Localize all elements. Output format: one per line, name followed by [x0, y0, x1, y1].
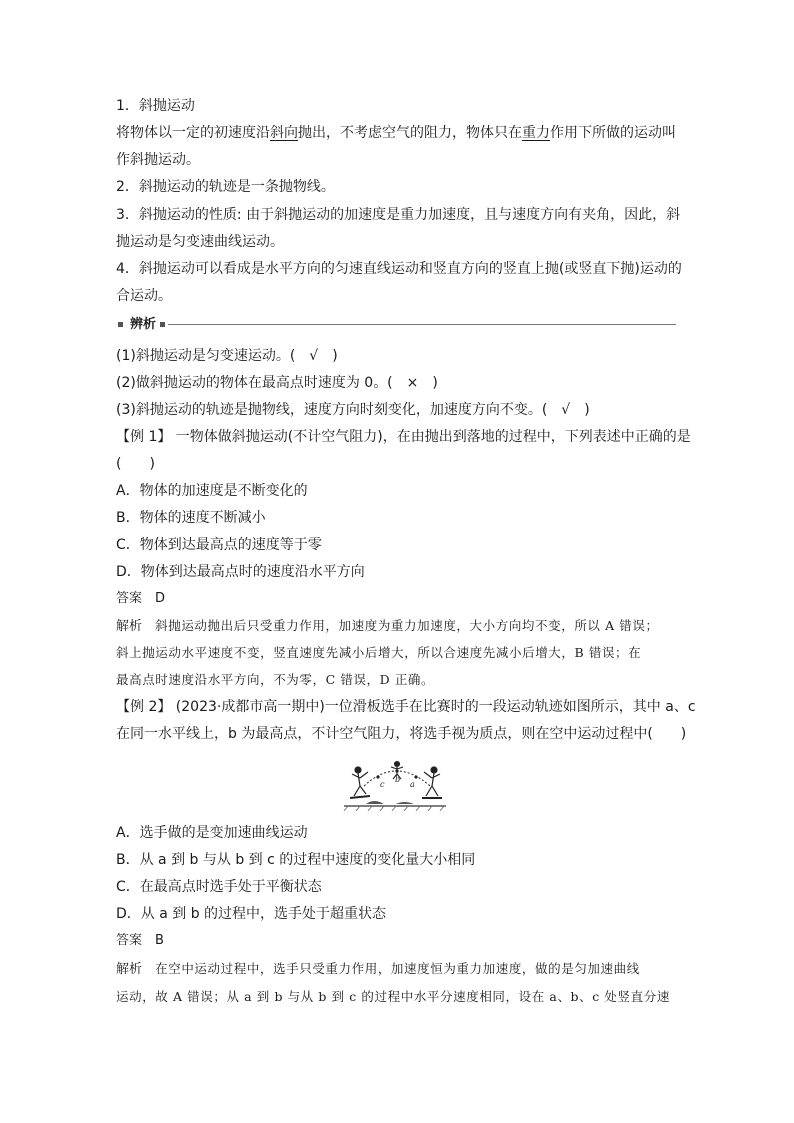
example-1-analysis-line-3: 最高点时速度沿水平方向，不为零，C 错误，D 正确。: [116, 672, 435, 687]
example-2-option-d: D．从 a 到 b 的过程中，选手处于超重状态: [116, 906, 387, 922]
concept-4-line-2: 合运动。: [116, 288, 172, 304]
bianxi-section-header: [116, 316, 676, 334]
bianxi-label: 辨析: [130, 317, 157, 332]
example-1-stem-line-2: ( ): [116, 456, 155, 472]
example-2-stem-line-1: 【例 2】 (2023·成都市高一期中)一位滑板选手在比赛时的一段运动轨迹如图所示，其中 a、c: [116, 699, 696, 715]
answer-value: D: [155, 591, 166, 606]
text-segment: 抛出，不考虑空气的阻力，物体只在: [298, 125, 522, 141]
example-1-option-b: B．物体的速度不断减小: [116, 510, 266, 526]
bianxi-statement-1: (1)斜抛运动是匀变速运动。( √ ): [116, 348, 338, 364]
concept-1-body-line-1: [116, 123, 676, 143]
example-1-stem-line-1: 【例 1】 一物体做斜抛运动(不计空气阻力)，在由抛出到落地的过程中，下列表述中正确的是: [116, 429, 691, 445]
example-2-option-c: C．在最高点时选手处于平衡状态: [116, 879, 322, 895]
label-c: c: [380, 780, 385, 789]
concept-1-body-line-2: 作斜抛运动。: [116, 152, 200, 168]
underlined-term-oblique: 斜向: [270, 125, 298, 141]
example-1-option-d: D．物体到达最高点时的速度沿水平方向: [116, 564, 365, 580]
skateboard-trajectory-figure: [340, 760, 450, 812]
example-2-analysis-line-1: [116, 959, 640, 980]
analysis-text: 在空中运动过程中，选手只受重力作用，加速度恒为重力加速度，做的是匀加速曲线: [155, 961, 640, 976]
concept-2: 2．斜抛运动的轨迹是一条抛物线。: [116, 179, 335, 195]
label-b: b: [395, 775, 401, 784]
square-bullet-icon: [160, 322, 165, 327]
example-1-option-c: C．物体到达最高点的速度等于零: [116, 537, 322, 553]
example-2-answer: [116, 931, 164, 951]
ramp-right: [396, 802, 414, 804]
underlined-term-gravity: 重力: [522, 125, 550, 141]
example-1-analysis-line-2: 斜上抛运动水平速度不变，竖直速度先减小后增大，所以合速度先减小后增大，B 错误；在: [116, 645, 642, 660]
answer-label: 答案: [116, 933, 143, 948]
bianxi-statement-2: (2)做斜抛运动的物体在最高点时速度为 0。( × ): [116, 375, 438, 391]
concept-3-line-2: 抛运动是匀变速曲线运动。: [116, 234, 284, 250]
ground-hatching: [344, 806, 444, 811]
example-1-option-a: A．物体的加速度是不断变化的: [116, 483, 308, 499]
concept-4-line-1: 4．斜抛运动可以看成是水平方向的匀速直线运动和竖直方向的竖直上抛(或竖直下抛)运动的: [116, 261, 682, 277]
analysis-text: 斜抛运动抛出后只受重力作用，加速度为重力加速度，大小方向均不变，所以 A 错误；: [155, 618, 659, 633]
example-2-stem-line-2: 在同一水平线上，b 为最高点，不计空气阻力，将选手视为质点，则在空中运动过程中( ): [116, 726, 687, 742]
concept-3-line-1: 3．斜抛运动的性质: 由于斜抛运动的加速度是重力加速度，且与速度方向有夹角，因此，斜: [116, 207, 681, 223]
example-1-answer: [116, 589, 165, 609]
answer-label: 答案: [116, 591, 143, 606]
example-2-option-a: A．选手做的是变加速曲线运动: [116, 825, 308, 841]
point-a-marker: [414, 775, 417, 778]
example-2-analysis-line-2: 运动，故 A 错误；从 a 到 b 与从 b 到 c 的过程中水平分速度相同，设在 a、b、c 处竖直分速: [116, 989, 670, 1004]
analysis-label: 解析: [116, 962, 143, 977]
text-segment: 作用下所做的运动叫: [550, 125, 676, 141]
text-segment: 将物体以一定的初速度沿: [116, 125, 270, 141]
skater-left-figure: [350, 767, 370, 798]
square-bullet-icon: [118, 322, 123, 327]
example-2-option-b: B．从 a 到 b 与从 b 到 c 的过程中速度的变化量大小相同: [116, 852, 476, 868]
example-1-analysis-line-1: [116, 616, 659, 637]
concept-1-title: 1．斜抛运动: [116, 98, 195, 114]
analysis-label: 解析: [116, 619, 143, 634]
point-c-marker: [376, 775, 379, 778]
section-divider: [168, 324, 676, 325]
label-a: a: [410, 780, 415, 789]
answer-value: B: [155, 933, 164, 948]
ramp-left: [366, 801, 384, 804]
bianxi-statement-3: (3)斜抛运动的轨迹是抛物线，速度方向时刻变化，加速度方向不变。( √ ): [116, 402, 590, 418]
